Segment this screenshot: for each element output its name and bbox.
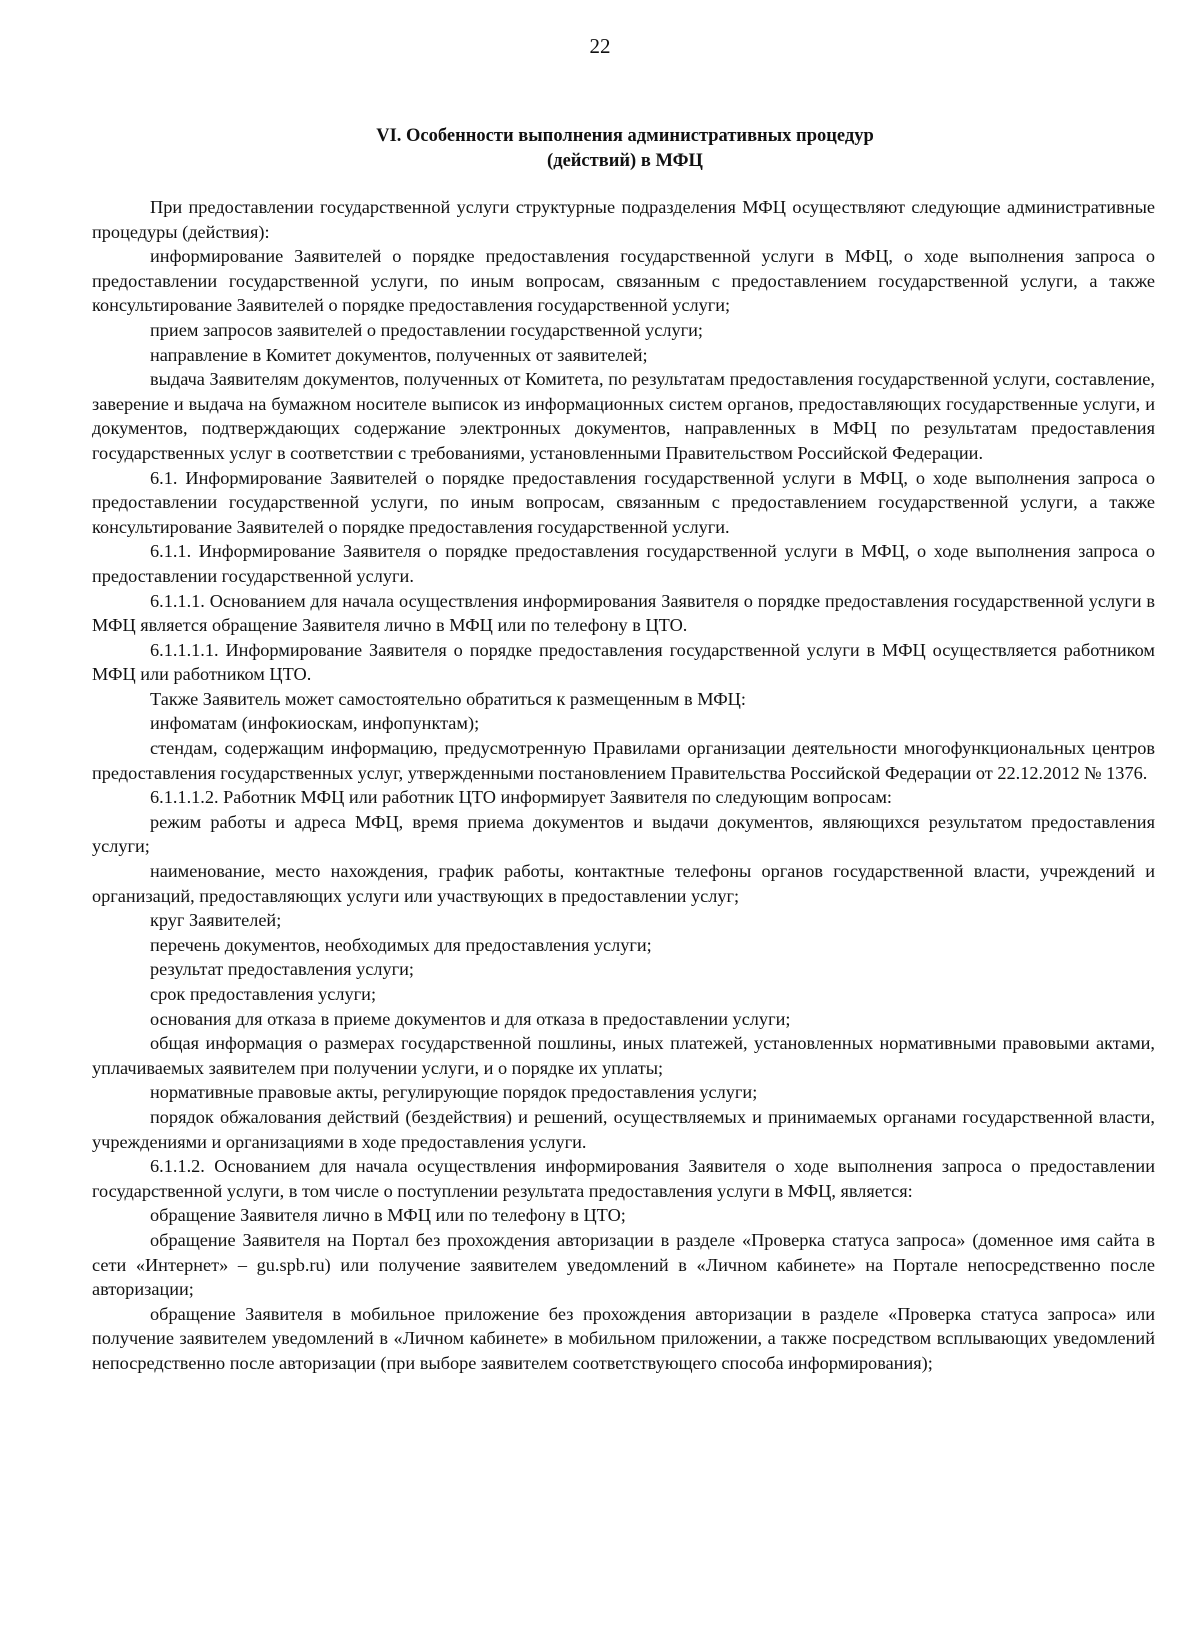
- paragraph: 6.1. Информирование Заявителей о порядке предоставления государственной услуги в МФЦ, о ходе выполнения запроса о предоставлении государственной услуги, по иным вопросам, связанным с предоставлением государственной услуги, а также консультирование Заявителей о порядке предоставления государственной услуги.: [92, 467, 1155, 537]
- paragraph: прием запросов заявителей о предоставлении государственной услуги;: [150, 319, 704, 340]
- section-heading-line-1: VI. Особенности выполнения административных процедур: [376, 126, 874, 146]
- paragraph: направление в Комитет документов, полученных от заявителей;: [150, 344, 648, 365]
- paragraph: перечень документов, необходимых для предоставления услуги;: [150, 934, 652, 955]
- paragraph: обращение Заявителя в мобильное приложение без прохождения авторизации в разделе «Проверка статуса запроса» или получение заявителем уведомлений в «Личном кабинете» в мобильном приложении, а также посредством всплывающих уведомлений непосредственно после авторизации (при выборе заявителем соответствующего способа информирования);: [92, 1303, 1155, 1373]
- paragraph: режим работы и адреса МФЦ, время приема документов и выдачи документов, являющихся результатом предоставления услуги;: [92, 811, 1155, 857]
- paragraph: результат предоставления услуги;: [150, 959, 415, 980]
- paragraph: 6.1.1.1.1. Информирование Заявителя о порядке предоставления государственной услуги в МФЦ осуществляется работником МФЦ или работником ЦТО.: [92, 639, 1155, 685]
- paragraph: общая информация о размерах государственной пошлины, иных платежей, установленных нормативными правовыми актами, уплачиваемых заявителем при получении услуги, и о порядке их уплаты;: [92, 1033, 1155, 1078]
- section-heading: [0, 124, 1200, 174]
- section-heading-line-2: (действий) в МФЦ: [547, 151, 703, 171]
- paragraph: При предоставлении государственной услуги структурные подразделения МФЦ осуществляют следующие административные процедуры (действия):: [92, 197, 1155, 242]
- document-body: [92, 195, 1155, 1376]
- paragraph: инфоматам (инфокиоскам, инфопунктам);: [150, 713, 480, 734]
- paragraph: 6.1.1.1. Основанием для начала осуществления информирования Заявителя о порядке предоставления государственной услуги в МФЦ является обращение Заявителя лично в МФЦ или по телефону в ЦТО.: [92, 590, 1155, 636]
- paragraph: порядок обжалования действий (бездействия) и решений, осуществляемых и принимаемых органами государственной власти, учреждениями и организациями в ходе предоставления услуги.: [92, 1106, 1155, 1152]
- page-number: 22: [589, 34, 611, 58]
- paragraph: обращение Заявителя на Портал без прохождения авторизации в разделе «Проверка статуса запроса» (доменное имя сайта в сети «Интернет» – gu.spb.ru) или получение заявителем уведомлений в «Личном кабинете» на Портале непосредственно после авторизации;: [92, 1229, 1155, 1300]
- paragraph: срок предоставления услуги;: [150, 984, 377, 1004]
- paragraph: наименование, место нахождения, график работы, контактные телефоны органов государственной власти, учреждений и организаций, предоставляющих услуги или участвующих в предоставлении услуг;: [92, 861, 1155, 906]
- paragraph: информирование Заявителей о порядке предоставления государственной услуги в МФЦ, о ходе выполнения запроса о предоставлении государственной услуги, по иным вопросам, связанным с предоставлением государственной услуги, а также консультирование Заявителей о порядке предоставления государственной услуги;: [92, 246, 1155, 316]
- paragraph: основания для отказа в приеме документов и для отказа в предоставлении услуги;: [150, 1008, 791, 1029]
- paragraph: 6.1.1.2. Основанием для начала осуществления информирования Заявителя о ходе выполнения запроса о предоставлении государственной услуги, в том числе о поступлении результата предоставления услуги в МФЦ, является:: [92, 1156, 1155, 1201]
- paragraph: круг Заявителей;: [150, 910, 282, 931]
- paragraph: 6.1.1.1.2. Работник МФЦ или работник ЦТО информирует Заявителя по следующим вопросам:: [150, 787, 892, 808]
- paragraph: выдача Заявителям документов, полученных от Комитета, по результатам предоставления государственной услуги, составление, заверение и выдача на бумажном носителе выписок из информационных систем органов, предоставляющих государственные услуги, и документов, подтверждающих содержание электронных документов, направленных в МФЦ по результатам предоставления государственных услуг в соответствии с требованиями, установленными Правительством Российской Федерации.: [92, 369, 1155, 463]
- paragraph: обращение Заявителя лично в МФЦ или по телефону в ЦТО;: [150, 1205, 626, 1226]
- paragraph: нормативные правовые акты, регулирующие порядок предоставления услуги;: [150, 1082, 758, 1103]
- paragraph: стендам, содержащим информацию, предусмотренную Правилами организации деятельности многофункциональных центров предоставления государственных услуг, утвержденными постановлением Правительства Российской Федерации от 22.12.2012 № 1376.: [92, 738, 1155, 783]
- paragraph: Также Заявитель может самостоятельно обратиться к размещенным в МФЦ:: [150, 688, 746, 709]
- paragraph: 6.1.1. Информирование Заявителя о порядке предоставления государственной услуги в МФЦ, о ходе выполнения запроса о предоставлении государственной услуги.: [92, 541, 1155, 586]
